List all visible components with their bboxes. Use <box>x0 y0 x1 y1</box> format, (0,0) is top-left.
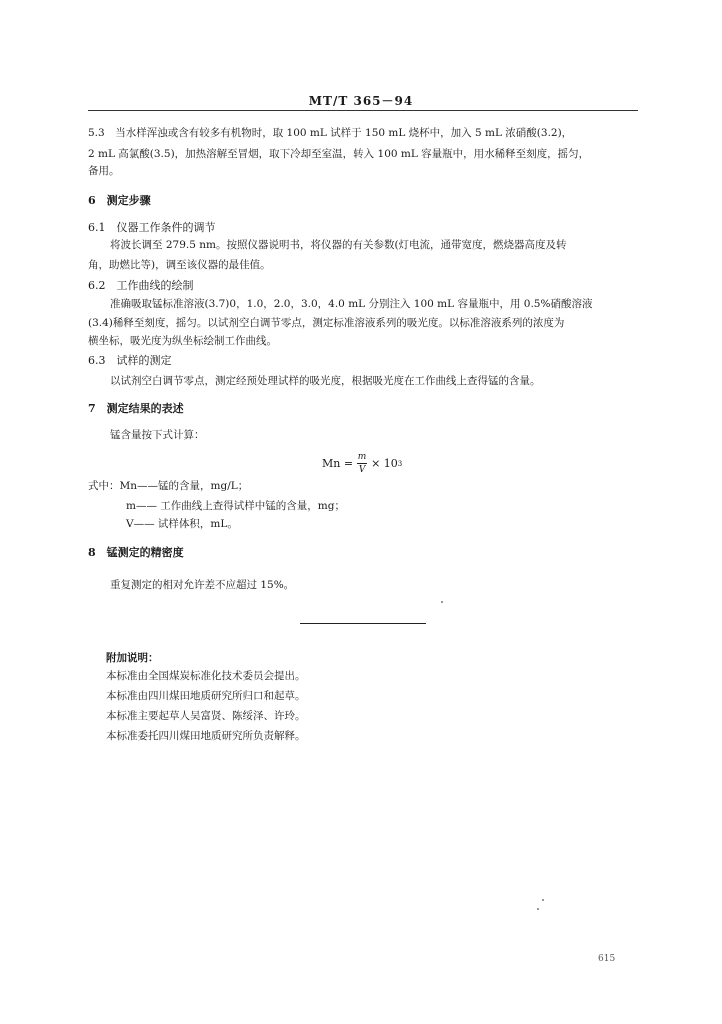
formula-exponent: 3 <box>397 459 403 468</box>
page-header: MT/T 365－94 <box>308 94 414 108</box>
notes-line-4: 本标准委托四川煤田地质研究所负责解释。 <box>106 730 306 742</box>
section-7-intro: 锰含量按下式计算： <box>110 429 205 441</box>
notes-line-3: 本标准主要起草人吴富贤、陈绥泽、许玲。 <box>106 710 306 722</box>
section-6-2-line-2: (3.4)稀释至刻度，摇匀。以试剂空白调节零点，测定标准溶液系列的吸光度。以标准溶液系列的浓度为 <box>88 317 565 329</box>
notes-line-2: 本标准由四川煤田地质研究所归口和起草。 <box>106 690 306 702</box>
section-5-3-line-1: 5.3 当水样浑浊或含有较多有机物时，取 100 mL 试样于 150 mL 烧杯中，加入 5 mL 浓硝酸(3.2)， <box>88 127 573 139</box>
fraction-bar <box>357 463 367 464</box>
formula-fraction <box>357 452 367 475</box>
section-6-2-line-1: 准确吸取锰标准溶液(3.7)0，1.0，2.0，3.0，4.0 mL 分别注入 100 mL 容量瓶中，用 0.5%硝酸溶液 <box>110 298 593 310</box>
header-rule <box>88 110 638 111</box>
manganese-formula <box>322 452 402 475</box>
notes-line-1: 本标准由全国煤炭标准化技术委员会提出。 <box>106 670 306 682</box>
section-8-heading: 8 锰测定的精密度 <box>88 546 184 559</box>
page-number: 615 <box>598 954 616 964</box>
section-6-1-line-1: 将波长调至 279.5 nm。按照仪器说明书，将仪器的有关参数(灯电流，通带宽度，燃烧器高度及转 <box>110 239 567 251</box>
section-7-heading: 7 测定结果的表述 <box>88 402 184 415</box>
formula-denominator: V <box>358 465 366 475</box>
section-5-3-line-2: 2 mL 高氯酸(3.5)，加热溶解至冒烟，取下冷却至室温，转入 100 mL 容量瓶中，用水稀释至刻度，摇匀， <box>88 148 590 160</box>
section-6-3-heading: 6.3 试样的测定 <box>88 354 172 367</box>
where-line-1: 式中：Mn——锰的含量，mg/L； <box>88 480 249 492</box>
section-6-1-heading: 6.1 仪器工作条件的调节 <box>88 221 216 234</box>
formula-multiplier: × 10 <box>371 457 398 470</box>
end-separator <box>300 623 426 624</box>
formula-numerator: m <box>357 452 367 462</box>
section-8-line-1: 重复测定的相对允许差不应超过 15%。 <box>110 579 295 591</box>
scan-speck <box>542 899 544 901</box>
section-5-3-line-3: 备用。 <box>88 165 120 177</box>
section-6-2-heading: 6.2 工作曲线的绘制 <box>88 279 194 292</box>
section-6-1-line-2: 角，助燃比等)，调至该仪器的最佳值。 <box>88 259 271 271</box>
notes-heading: 附加说明： <box>106 652 159 664</box>
where-line-2: m—— 工作曲线上查得试样中锰的含量，mg； <box>126 500 345 512</box>
section-6-heading: 6 测定步骤 <box>88 194 151 207</box>
scan-speck <box>441 601 443 603</box>
section-6-3-line-1: 以试剂空白调节零点，测定经预处理试样的吸光度，根据吸光度在工作曲线上查得锰的含量。 <box>110 375 541 387</box>
where-line-3: V—— 试样体积，mL。 <box>126 518 238 530</box>
scan-speck <box>537 908 539 910</box>
formula-lhs: Mn = <box>322 457 354 470</box>
section-6-2-line-3: 横坐标，吸光度为纵坐标绘制工作曲线。 <box>88 335 277 347</box>
